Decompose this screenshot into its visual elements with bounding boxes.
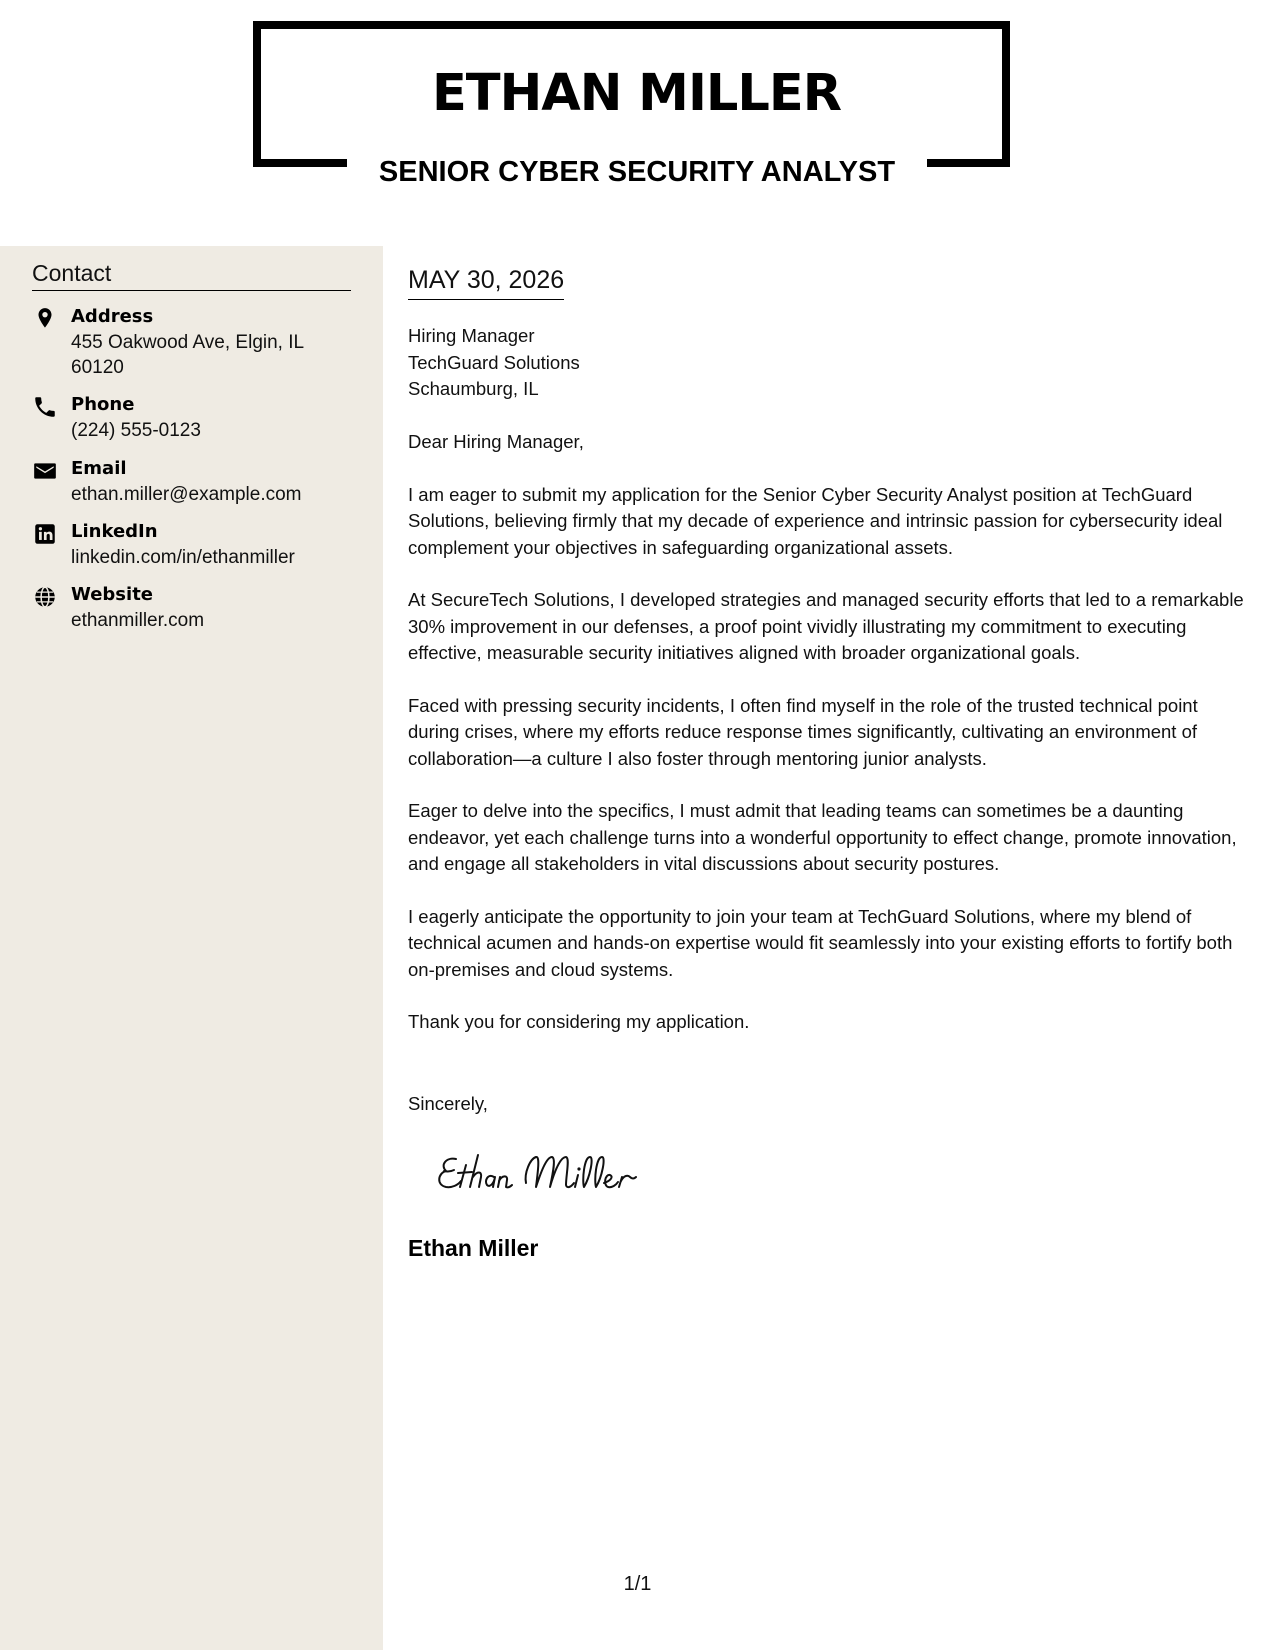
page-number: 1/1	[623, 1573, 652, 1595]
address-value: 455 Oakwood Ave, Elgin, IL 60120	[71, 332, 304, 378]
website-value: ethanmiller.com	[71, 610, 205, 631]
phone-icon	[32, 394, 58, 420]
job-title: SENIOR CYBER SECURITY ANALYST	[347, 148, 927, 196]
letter-body	[408, 429, 1248, 1062]
salutation: Dear Hiring Manager,	[408, 431, 584, 452]
signature-image	[432, 1143, 652, 1203]
recipient-line: Hiring Manager	[408, 325, 535, 346]
phone-value: (224) 555-0123	[71, 420, 201, 441]
recipient-line: TechGuard Solutions	[408, 351, 580, 373]
body-paragraph: At SecureTech Solutions, I developed strategies and managed security efforts that led to a remarkable 30% improvement in our defenses, a proof point vividly illustrating my commitment to executing effective, measurable security initiatives aligned with broader organizational goals.	[408, 589, 1244, 663]
contact-label: Address	[71, 306, 154, 327]
letter-date: MAY 30, 2026	[408, 263, 564, 300]
contact-label: Email	[71, 458, 127, 479]
contact-label: Phone	[71, 394, 135, 415]
linkedin-icon	[32, 521, 58, 547]
recipient-block	[408, 323, 1008, 403]
body-paragraph: I eagerly anticipate the opportunity to join your team at TechGuard Solutions, where my blend of technical acumen and hands-on expertise would fit seamlessly into your existing efforts to fortify both on-premises and cloud systems.	[408, 905, 1233, 980]
contact-label: Website	[71, 584, 154, 605]
candidate-name: ETHAN MILLER	[431, 64, 842, 123]
signer-name: Ethan Miller	[408, 1235, 539, 1261]
map-pin-icon	[32, 306, 58, 332]
contact-heading: Contact	[32, 257, 351, 291]
globe-icon	[32, 584, 58, 610]
recipient-line: Schaumburg, IL	[408, 378, 539, 399]
body-paragraph: I am eager to submit my application for the Senior Cyber Security Analyst position at TechGuard Solutions, believing firmly that my decade of experience and intrinsic passion for cybersecurity ideal complement your objectives in safeguarding organizational assets.	[408, 483, 1223, 558]
closing: Sincerely,	[408, 1093, 488, 1114]
linkedin-value: linkedin.com/in/ethanmiller	[71, 547, 295, 568]
body-paragraph: Eager to delve into the specifics, I must admit that leading teams can sometimes be a daunting endeavor, yet each challenge turns into a wonderful opportunity to effect change, promote innovation, and engage all stakeholders in vital discussions about security postures.	[408, 800, 1237, 874]
body-paragraph: Thank you for considering my application.	[408, 1011, 750, 1032]
envelope-icon	[32, 458, 58, 484]
body-paragraph: Faced with pressing security incidents, I often find myself in the role of the trusted technical point during crises, where my efforts reduce response times significantly, cultivating an environment of collaboration—a culture I also foster through mentoring junior analysts.	[408, 694, 1198, 769]
contact-label: LinkedIn	[71, 521, 158, 542]
email-value: ethan.miller@example.com	[71, 484, 302, 505]
